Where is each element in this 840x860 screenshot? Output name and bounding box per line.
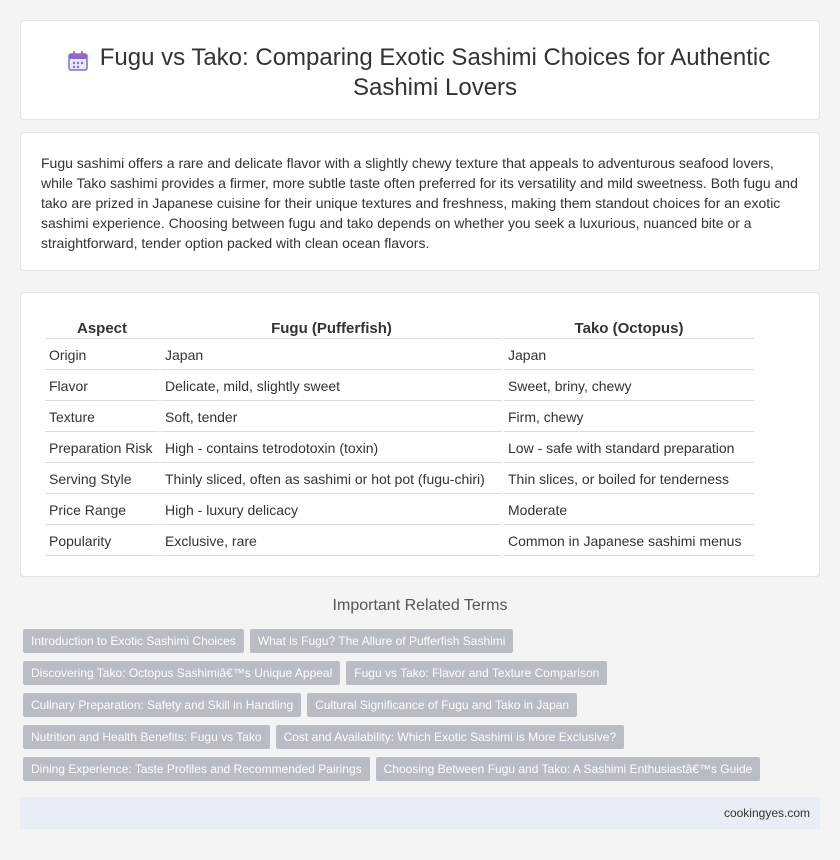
footer <box>20 797 820 829</box>
comparison-card <box>20 292 820 577</box>
table-row <box>45 341 754 370</box>
tag-row <box>23 661 823 693</box>
tako-cell: Thin slices, or boiled for tenderness <box>504 465 754 494</box>
column-header-aspect: Aspect <box>45 319 159 339</box>
fugu-cell: Thinly sliced, often as sashimi or hot pot (fugu-chiri) <box>161 465 502 494</box>
intro-card <box>20 132 820 271</box>
tag-row <box>23 693 823 725</box>
title-card <box>20 20 820 120</box>
related-term-tag[interactable]: Fugu vs Tako: Flavor and Texture Comparison <box>346 661 607 685</box>
related-terms-title: Important Related Terms <box>332 597 508 614</box>
comparison-table <box>43 317 756 558</box>
tag-row <box>23 757 823 789</box>
fugu-cell: Delicate, mild, slightly sweet <box>161 372 502 401</box>
table-header-row <box>45 319 754 339</box>
aspect-cell: Serving Style <box>45 465 159 494</box>
column-header-tako: Tako (Octopus) <box>504 319 754 339</box>
table-row <box>45 496 754 525</box>
table-row <box>45 434 754 463</box>
related-terms-tags <box>23 629 823 789</box>
fugu-cell: High - contains tetrodotoxin (toxin) <box>161 434 502 463</box>
fugu-cell: Exclusive, rare <box>161 527 502 556</box>
tag-row <box>23 629 823 661</box>
fugu-cell: High - luxury delicacy <box>161 496 502 525</box>
column-header-fugu: Fugu (Pufferfish) <box>161 319 502 339</box>
tako-cell: Japan <box>504 341 754 370</box>
tako-cell: Common in Japanese sashimi menus <box>504 527 754 556</box>
fugu-cell: Soft, tender <box>161 403 502 432</box>
aspect-cell: Origin <box>45 341 159 370</box>
tako-cell: Low - safe with standard preparation <box>504 434 754 463</box>
related-term-tag[interactable]: Culinary Preparation: Safety and Skill in Handling <box>23 693 301 717</box>
related-term-tag[interactable]: What is Fugu? The Allure of Pufferfish Sashimi <box>250 629 514 653</box>
related-term-tag[interactable]: Cultural Significance of Fugu and Tako in Japan <box>307 693 577 717</box>
tag-row <box>23 725 823 757</box>
table-row <box>45 403 754 432</box>
intro-paragraph: Fugu sashimi offers a rare and delicate flavor with a slightly chewy texture that appeals to adventurous seafood lovers, while Tako sashimi provides a firmer, more subtle taste often preferred for its versatility and mild sweetness. Both fugu and tako are prized in Japanese cuisine for their unique textures and freshness, making them standout choices for an exotic sashimi experience. Choosing between fugu and tako depends on whether you seek a luxurious, nuanced bite or a straightforward, tender option packed with clean ocean flavors. <box>41 155 798 251</box>
related-term-tag[interactable]: Choosing Between Fugu and Tako: A Sashimi Enthusiastâ€™s Guide <box>376 757 761 781</box>
tako-cell: Sweet, briny, chewy <box>504 372 754 401</box>
aspect-cell: Preparation Risk <box>45 434 159 463</box>
related-term-tag[interactable]: Introduction to Exotic Sashimi Choices <box>23 629 244 653</box>
footer-site-name: cookingyes.com <box>723 806 810 820</box>
related-term-tag[interactable]: Dining Experience: Taste Profiles and Recommended Pairings <box>23 757 370 781</box>
table-row <box>45 527 754 556</box>
tako-cell: Firm, chewy <box>504 403 754 432</box>
related-term-tag[interactable]: Nutrition and Health Benefits: Fugu vs Tako <box>23 725 270 749</box>
table-row <box>45 372 754 401</box>
page-title: Fugu vs Tako: Comparing Exotic Sashimi Choices for Authentic Sashimi Lovers <box>99 44 771 101</box>
table-row <box>45 465 754 494</box>
related-term-tag[interactable]: Cost and Availability: Which Exotic Sashimi is More Exclusive? <box>276 725 625 749</box>
fugu-cell: Japan <box>161 341 502 370</box>
aspect-cell: Popularity <box>45 527 159 556</box>
aspect-cell: Flavor <box>45 372 159 401</box>
related-term-tag[interactable]: Discovering Tako: Octopus Sashimiâ€™s Unique Appeal <box>23 661 340 685</box>
tako-cell: Moderate <box>504 496 754 525</box>
aspect-cell: Texture <box>45 403 159 432</box>
aspect-cell: Price Range <box>45 496 159 525</box>
